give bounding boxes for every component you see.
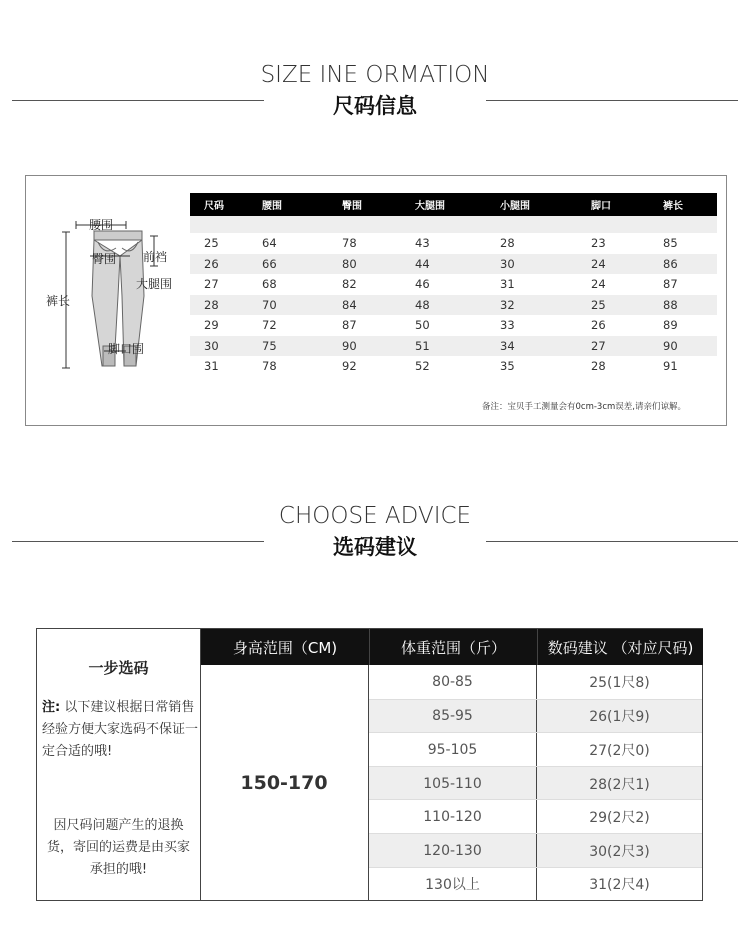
return-policy-note: 因尺码问题产生的退换货，寄回的运费是由买家承担的哦!: [46, 818, 190, 877]
label-leg-opening: 脚口围: [108, 342, 145, 356]
weight-range-cell: 120-130: [369, 834, 537, 868]
table-cell: 80: [342, 254, 415, 275]
size-advice-cell: 30(2尺3): [589, 843, 650, 860]
table-cell: 89: [663, 315, 717, 336]
table-row: [190, 254, 717, 275]
weight-range-cell: 105-110: [369, 767, 537, 801]
table-cell: 34: [500, 336, 591, 357]
table-cell: 84: [342, 295, 415, 316]
table-row: [190, 356, 717, 377]
table-cell: 28: [591, 356, 663, 377]
weight-range-cell: 130以上: [369, 868, 537, 902]
advice-table: [36, 628, 703, 901]
header-height-range: 身高范围（CM): [201, 629, 369, 665]
label-thigh: 大腿围: [136, 277, 173, 291]
table-cell: 33: [500, 315, 591, 336]
size-table-header: [190, 193, 717, 216]
table-cell: 25: [190, 233, 262, 254]
table-cell: 28: [190, 295, 262, 316]
size-advice-cell: 28(2尺1): [589, 776, 650, 793]
table-cell: 23: [591, 233, 663, 254]
section-choose-advice-heading: [0, 503, 750, 561]
table-cell: 29: [190, 315, 262, 336]
weight-range-cell: 85-95: [369, 700, 537, 734]
table-cell: 26: [190, 254, 262, 275]
size-advice-cell: 25(1尺8): [589, 674, 650, 691]
weight-range-cell: 80-85: [369, 665, 537, 699]
table-cell: 52: [415, 356, 500, 377]
table-cell: 87: [342, 315, 415, 336]
table-cell: 31: [190, 356, 262, 377]
advice-row: [369, 665, 702, 699]
table-cell: 87: [663, 274, 717, 295]
table-cell: 88: [663, 295, 717, 316]
table-cell: 92: [342, 356, 415, 377]
col-header: 裤长: [663, 193, 717, 216]
table-row: [190, 295, 717, 316]
table-cell: 85: [663, 233, 717, 254]
table-spacer: [190, 216, 717, 233]
section-title-en: SIZE INE ORMATION: [260, 62, 490, 88]
table-cell: 27: [190, 274, 262, 295]
advice-row: [369, 699, 702, 734]
advice-row: [369, 799, 702, 834]
section-title-en: CHOOSE ADVICE: [278, 503, 472, 529]
table-cell: 32: [500, 295, 591, 316]
table-cell: 70: [262, 295, 342, 316]
table-cell: 35: [500, 356, 591, 377]
table-cell: 64: [262, 233, 342, 254]
table-cell: 72: [262, 315, 342, 336]
col-header: 脚口: [591, 193, 663, 216]
col-header: 大腿围: [415, 193, 500, 216]
pants-diagram: [26, 176, 186, 425]
advice-row: [369, 867, 702, 902]
table-cell: 24: [591, 274, 663, 295]
advice-row: [369, 833, 702, 868]
table-cell: 90: [663, 336, 717, 357]
step-title: 一步选码: [88, 659, 149, 677]
table-cell: 26: [591, 315, 663, 336]
height-range-value: 150-170: [200, 665, 369, 900]
size-advice-cell: 31(2尺4): [589, 877, 650, 894]
header-weight-range: 体重范围（斤）: [369, 629, 537, 665]
label-waist: 腰围: [89, 218, 114, 232]
weight-range-cell: 110-120: [369, 800, 537, 834]
table-cell: 75: [262, 336, 342, 357]
col-header: 小腿围: [500, 193, 591, 216]
table-cell: 51: [415, 336, 500, 357]
measurement-note: 备注：宝贝手工测量会有0cm-3cm误差,请亲们谅解。: [482, 402, 686, 412]
advice-notes-column: [37, 629, 201, 900]
header-size-advice: 数码建议 （对应尺码): [537, 629, 703, 665]
advice-row: [369, 766, 702, 801]
table-cell: 28: [500, 233, 591, 254]
size-table: [190, 193, 717, 377]
size-advice-cell: 29(2尺2): [589, 810, 650, 827]
col-header: 尺码: [190, 193, 262, 216]
table-row: [190, 274, 717, 295]
table-cell: 43: [415, 233, 500, 254]
table-cell: 46: [415, 274, 500, 295]
section-title-cn: 选码建议: [333, 535, 417, 559]
table-cell: 91: [663, 356, 717, 377]
label-length: 裤长: [46, 294, 71, 308]
table-cell: 82: [342, 274, 415, 295]
table-cell: 44: [415, 254, 500, 275]
advice-note: [42, 697, 200, 763]
note-label: 注:: [42, 700, 61, 715]
table-row: [190, 233, 717, 254]
size-advice-cell: 27(2尺0): [589, 742, 650, 759]
col-header: 臀围: [342, 193, 415, 216]
weight-range-cell: 95-105: [369, 733, 537, 767]
note-text: 以下建议根据日常销售经验方便大家选码不保证一定合适的哦!: [42, 700, 199, 759]
table-cell: 30: [190, 336, 262, 357]
col-header: 腰围: [262, 193, 342, 216]
table-cell: 24: [591, 254, 663, 275]
size-advice-cell: 26(1尺9): [589, 709, 650, 726]
section-size-info-heading: [0, 62, 750, 120]
table-row: [190, 336, 717, 357]
label-front-rise: 前裆: [143, 250, 168, 264]
advice-row: [369, 732, 702, 767]
table-cell: 66: [262, 254, 342, 275]
section-title-cn: 尺码信息: [333, 94, 417, 118]
table-cell: 48: [415, 295, 500, 316]
table-cell: 30: [500, 254, 591, 275]
table-cell: 68: [262, 274, 342, 295]
table-cell: 78: [262, 356, 342, 377]
table-row: [190, 315, 717, 336]
table-cell: 86: [663, 254, 717, 275]
table-cell: 50: [415, 315, 500, 336]
table-cell: 27: [591, 336, 663, 357]
table-cell: 78: [342, 233, 415, 254]
table-cell: 25: [591, 295, 663, 316]
table-cell: 90: [342, 336, 415, 357]
label-hip: 臀围: [92, 252, 117, 266]
table-cell: 31: [500, 274, 591, 295]
